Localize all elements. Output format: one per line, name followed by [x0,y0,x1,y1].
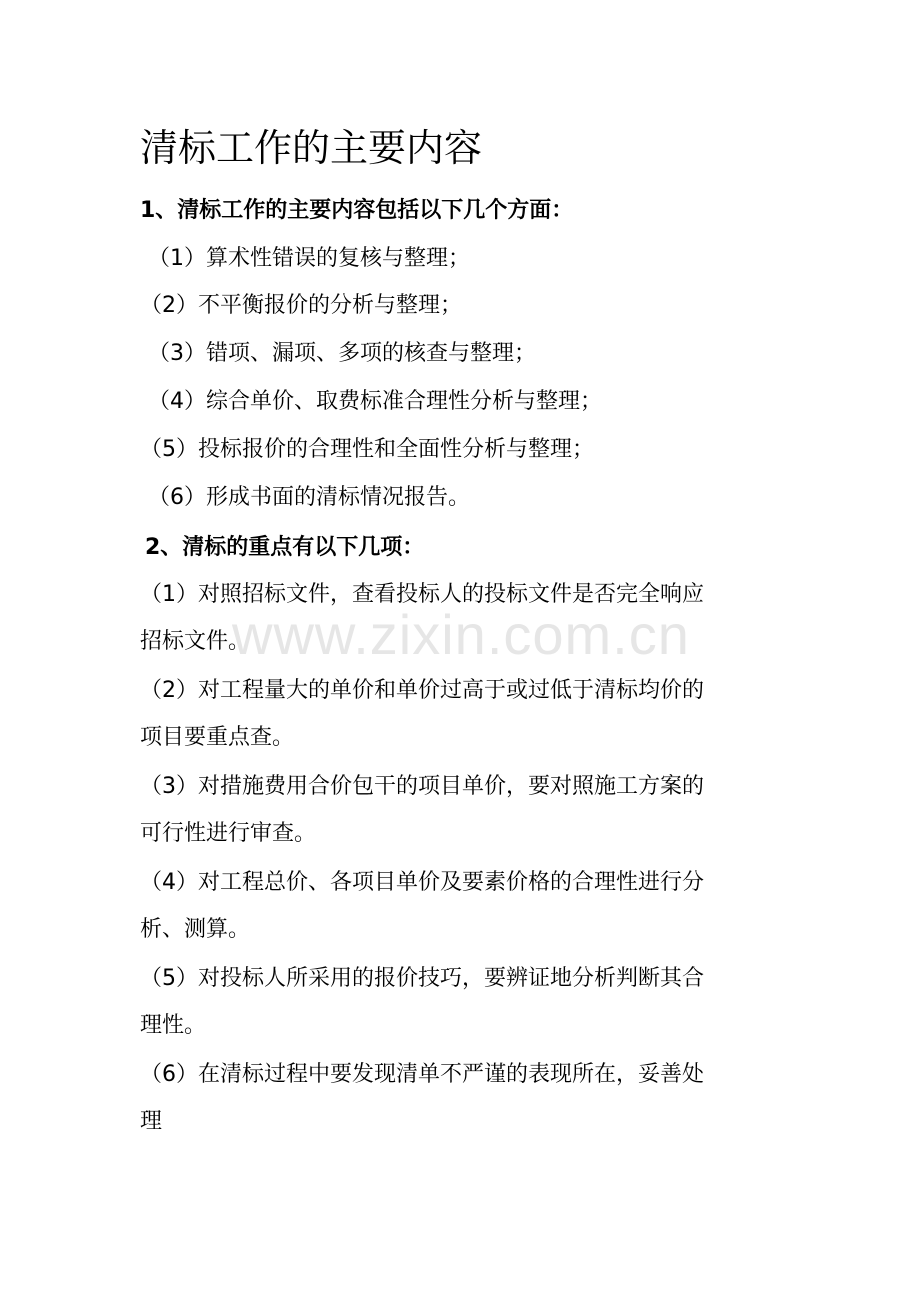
section1-item-1: （1）算术性错误的复核与整理； [148,246,470,271]
section1-item-5: （5）投标报价的合理性和全面性分析与整理； [140,437,594,462]
section2-item-4-line2: 析、测算。 [140,917,251,942]
section2-heading: 2、清标的重点有以下几项： [145,535,425,560]
section2-item-6-line1: （6）在清标过程中要发现清单不严谨的表现所在，妥善处 [140,1062,704,1087]
section2-item-2-line2: 项目要重点查。 [140,725,295,750]
section2-item-3-line1: （3）对措施费用合价包干的项目单价，要对照施工方案的 [140,774,704,799]
document-title: 清标工作的主要内容 [140,126,483,170]
section2-item-5-line2: 理性。 [140,1013,207,1038]
section2-item-1-line2: 招标文件。 [140,629,251,654]
section1-item-6: （6）形成书面的清标情况报告。 [148,485,470,510]
section2-item-4-line1: （4）对工程总价、各项目单价及要素价格的合理性进行分 [140,870,704,895]
section1-item-2: （2）不平衡报价的分析与整理； [140,293,462,318]
section1-item-3: （3）错项、漏项、多项的核查与整理； [148,341,536,366]
section1-heading: 1、清标工作的主要内容包括以下几个方面： [140,198,574,223]
section2-item-6-line2: 理 [140,1109,163,1134]
section2-item-1-line1: （1）对照招标文件，查看投标人的投标文件是否完全响应 [140,582,704,607]
section2-item-3-line2: 可行性进行审查。 [140,821,317,846]
section2-item-2-line1: （2）对工程量大的单价和单价过高于或过低于清标均价的 [140,678,704,703]
watermark-text: www.zixin.com.cn [232,603,690,666]
section1-item-4: （4）综合单价、取费标准合理性分析与整理； [148,389,602,414]
section2-item-5-line1: （5）对投标人所采用的报价技巧，要辨证地分析判断其合 [140,966,704,991]
